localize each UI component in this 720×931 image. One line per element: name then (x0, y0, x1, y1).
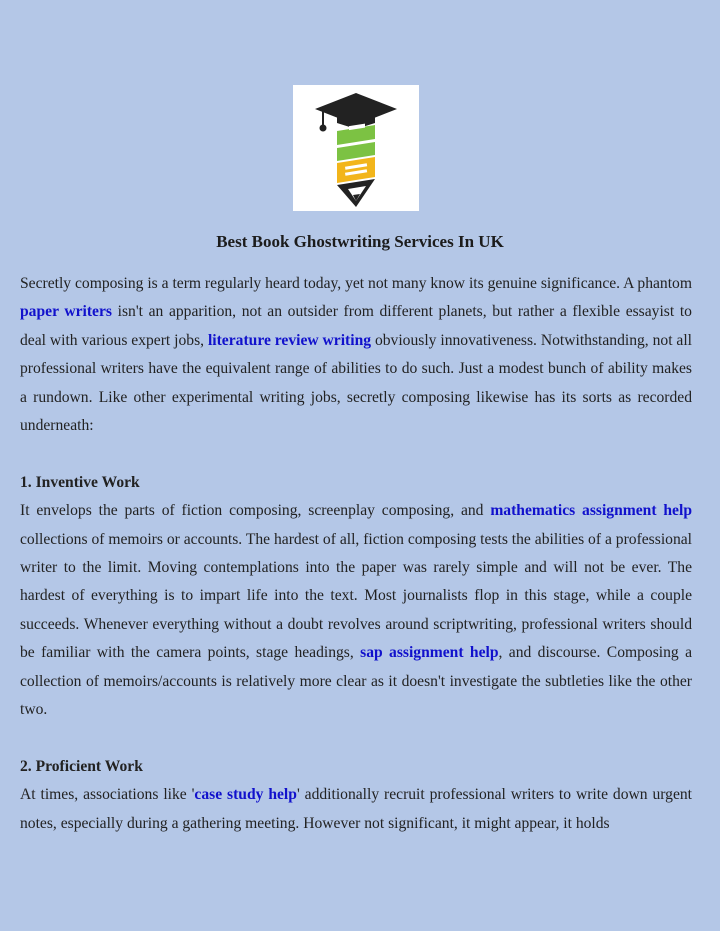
section-paragraph-proficient-work: At times, associations like 'case study help' additionally recruit professional writers to write down urgent notes, especially during a gathering meeting. However not significant, it might appear, it holds (20, 786, 693, 832)
intro-paragraph: Secretly composing is a term regularly heard today, yet not many know its genuine significance. A phantom paper writers isn't an apparition, not an outsider from different planets, but rather a flexible essayist to deal with various expert jobs, literature review writing obviously innovativeness. Notwithstanding, not all professional writers have the equivalent range of abilities to do such. Just a modest bunch of ability makes a rundown. Like other experimental writing jobs, secretly composing likewise has its sorts as recorded underneath: (20, 275, 693, 435)
literature-review-writing-link[interactable]: literature review writing (207, 331, 372, 349)
case-study-help-link[interactable]: case study help (194, 786, 297, 804)
spacer (20, 440, 692, 468)
section-paragraph-inventive-work: It envelops the parts of fiction composing, screenplay composing, and mathematics assignment help collections of memoirs or accounts. The hardest of all, fiction composing tests the abilities of a professional writer to the limit. Moving contemplations into the paper was rarely simple and will not be ever. The hardest of everything is to impart life into the text. Most journalists flop in this stage, while a couple succeeds. Whenever everything without a doubt revolves around scriptwriting, professional writers should be familiar with the camera points, stage headings, sap assignment help, and discourse. Composing a collection of memoirs/accounts is relatively more clear as it doesn't investigate the subtleties like the other two. (20, 502, 693, 719)
mathematics-assignment-help-link[interactable]: mathematics assignment help (490, 502, 692, 520)
spacer (20, 724, 692, 752)
section-heading-proficient-work: 2. Proficient Work (20, 757, 143, 775)
section-heading-inventive-work: 1. Inventive Work (20, 473, 140, 491)
page-title: Best Book Ghostwriting Services In UK (216, 232, 504, 251)
logo (293, 85, 419, 211)
sap-assignment-help-link[interactable]: sap assignment help (360, 644, 499, 662)
paper-writers-link[interactable]: paper writers (20, 303, 112, 321)
article-body (20, 270, 692, 838)
graduation-cap-pencil-icon (293, 85, 419, 211)
